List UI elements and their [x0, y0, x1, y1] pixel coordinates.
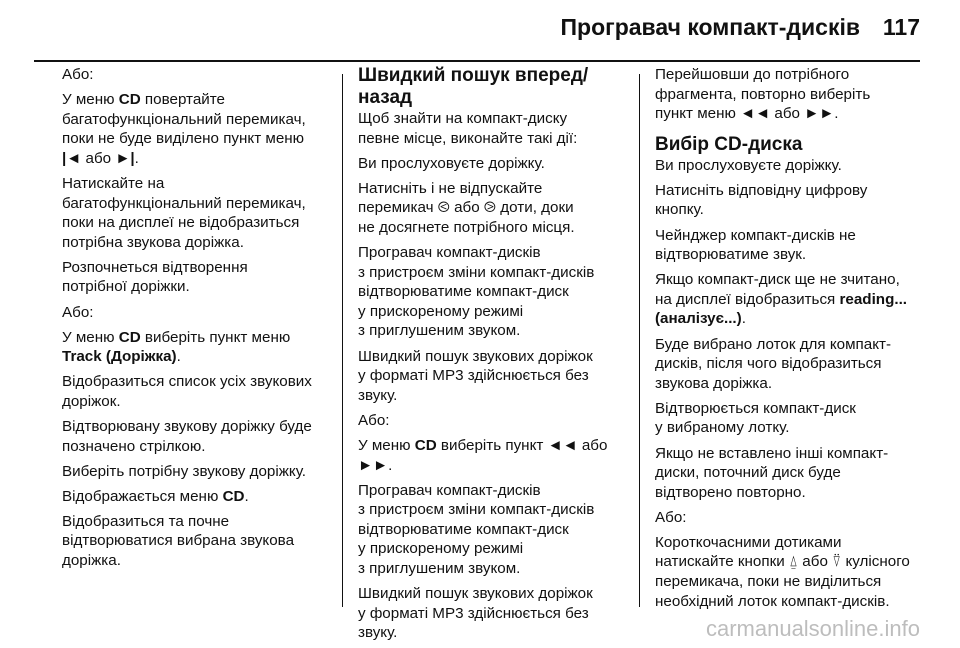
rewind-icon: ◄◄: [547, 436, 578, 454]
text: або: [798, 553, 833, 571]
menu-name: CD: [414, 436, 437, 454]
text: або: [770, 105, 805, 123]
text: .: [134, 149, 139, 167]
text: .: [741, 310, 746, 328]
section-heading: Швидкий пошук вперед/назад: [358, 65, 589, 108]
text: звуку.: [358, 386, 398, 404]
text: Відображається меню: [62, 487, 223, 505]
paragraph: [62, 303, 334, 323]
text: У меню: [358, 436, 415, 454]
text: певне місце, виконайте такі дії:: [358, 129, 578, 147]
text: з пристроєм зміни компакт-дисків: [358, 501, 595, 519]
text: кнопку.: [655, 201, 704, 219]
text: кулісного: [841, 553, 910, 571]
text: відтворено повторно.: [655, 483, 806, 501]
text: Відтворювану звукову доріжку буде: [62, 418, 312, 435]
section-heading: Вибір CD-диска: [655, 133, 803, 155]
text: У меню: [62, 328, 119, 346]
text: .: [176, 348, 181, 366]
text: Натискайте на: [62, 174, 165, 192]
text: дисків, після чого відобразиться: [655, 355, 882, 373]
column-divider-2: [639, 74, 640, 607]
text: Або:: [62, 66, 94, 83]
paragraph: [358, 481, 634, 579]
menu-name: CD: [118, 328, 141, 346]
text: Програвач компакт-дисків: [358, 481, 541, 499]
text: Короткочасними дотиками: [655, 533, 842, 551]
text: з приглушеним звуком.: [358, 322, 521, 340]
text: багатофункціональний перемикач,: [62, 110, 306, 128]
text: перемикач: [358, 199, 438, 217]
text: .: [388, 456, 393, 474]
text: У меню: [62, 91, 119, 109]
next-track-icon: ►|: [115, 149, 135, 167]
text: Ви прослуховуєте доріжку.: [655, 156, 842, 174]
text: Відтворюється компакт-диск: [655, 399, 856, 417]
fast-forward-icon: ►►: [358, 456, 389, 474]
text: доріжка.: [62, 552, 121, 570]
paragraph: [358, 179, 634, 238]
text: у форматі MP3 здійснюється без: [358, 367, 589, 385]
column-divider-1: [342, 74, 343, 607]
page-title: Програвач компакт-дисків: [560, 14, 860, 40]
previous-track-icon: |◄: [62, 149, 82, 167]
rewind-icon: ◄◄: [740, 105, 771, 123]
text: Або:: [62, 303, 94, 321]
text: Чейнджер компакт-дисків не: [655, 226, 856, 244]
text: відтворюватиме компакт-диск: [358, 520, 569, 538]
text: позначено стрілкою.: [62, 437, 206, 455]
text: не досягнете потрібного місця.: [358, 218, 575, 236]
text: або: [449, 199, 484, 217]
text: багатофункціональний перемикач,: [62, 194, 306, 212]
text: відтворюватиме компакт-диск: [358, 283, 569, 301]
paragraph: [358, 154, 634, 174]
paragraph: [655, 335, 927, 394]
text: диски, поточний диск буде: [655, 464, 841, 482]
paragraph: [358, 584, 634, 643]
text: звуку.: [358, 624, 398, 642]
paragraph: [655, 226, 927, 265]
text: з приглушеним звуком.: [358, 559, 521, 577]
menu-name: CD: [118, 91, 141, 109]
text: Розпочнеться відтворення: [62, 258, 248, 276]
text: у вибраному лотку.: [655, 419, 790, 437]
paragraph: [655, 65, 927, 124]
text: потрібна звукова доріжка.: [62, 233, 244, 251]
text: відтворюватися вибрана звукова: [62, 532, 295, 550]
text: Натисніть і не відпускайте: [358, 179, 543, 197]
paragraph: [655, 444, 927, 503]
text: поки не буде виділено пункт меню: [62, 130, 305, 148]
text: фрагмента, повторно виберіть: [655, 85, 871, 103]
text: доріжок.: [62, 392, 121, 410]
column-3: [655, 65, 927, 617]
watermark: carmanualsonline.info: [705, 616, 920, 641]
text: повертайте: [140, 91, 225, 109]
text: або: [81, 149, 116, 167]
text: Щоб знайти на компакт-диску: [358, 110, 568, 127]
text: або: [577, 436, 608, 454]
rocker-up-icon: ⍙: [788, 553, 799, 571]
text: у форматі MP3 здійснюється без: [358, 604, 589, 622]
paragraph: [655, 533, 927, 611]
text: на дисплеї відобразиться: [655, 290, 840, 308]
paragraph: [655, 399, 927, 438]
menu-name: CD: [222, 487, 245, 505]
paragraph: [62, 174, 334, 252]
text: потрібної доріжки.: [62, 278, 190, 296]
text: .: [244, 487, 249, 505]
page-number: 117: [882, 14, 920, 40]
text: виберіть пункт меню: [140, 328, 291, 346]
paragraph: [358, 411, 634, 431]
text: натискайте кнопки: [655, 553, 789, 571]
text: Програвач компакт-дисків: [358, 244, 541, 262]
text: Буде вибрано лоток для компакт-: [655, 335, 892, 353]
seek-right-icon: ⧁: [483, 199, 497, 217]
menu-item-name: Track (Доріжка): [62, 348, 177, 366]
column-1: [62, 65, 334, 576]
paragraph: [358, 347, 634, 406]
text: звукова доріжка.: [655, 374, 773, 392]
text: Натисніть відповідну цифрову: [655, 181, 868, 199]
text: перемикача, поки не виділиться: [655, 573, 882, 591]
text: відтворюватиме звук.: [655, 246, 807, 264]
column-2: [358, 65, 634, 648]
text: Швидкий пошук звукових доріжок: [358, 347, 593, 365]
paragraph: [655, 181, 927, 220]
text: доти, доки: [496, 199, 574, 217]
text: Відобразиться список усіх звукових: [62, 373, 312, 391]
paragraph: [358, 436, 634, 475]
text: необхідний лоток компакт-дисків.: [655, 592, 890, 610]
text: Або:: [655, 508, 687, 526]
paragraph: [62, 487, 334, 507]
paragraph: [62, 417, 334, 456]
text: пункт меню: [655, 105, 741, 123]
text: Відобразиться та почне: [62, 512, 230, 530]
fast-forward-icon: ►►: [804, 105, 835, 123]
text: Виберіть потрібну звукову доріжку.: [62, 462, 307, 480]
text: з пристроєм зміни компакт-дисків: [358, 263, 595, 281]
text: Ви прослуховуєте доріжку.: [358, 154, 545, 172]
text: у прискореному режимі: [358, 540, 524, 558]
paragraph: [62, 90, 334, 168]
paragraph: [655, 508, 927, 528]
display-message: (аналізує...): [655, 310, 742, 328]
text: у прискореному режимі: [358, 302, 524, 320]
paragraph: [358, 109, 634, 148]
text: виберіть пункт: [436, 436, 548, 454]
paragraph: [62, 65, 334, 85]
text: поки на дисплеї не відобразиться: [62, 214, 300, 232]
paragraph: [62, 328, 334, 367]
seek-left-icon: ⧀: [437, 199, 450, 217]
paragraph: [655, 270, 927, 329]
paragraph: [62, 462, 334, 482]
display-message: reading...: [839, 290, 908, 308]
header-divider: [34, 60, 920, 62]
text: Якщо не вставлено інші компакт-: [655, 444, 889, 462]
text: Якщо компакт-диск ще не зчитано,: [655, 271, 900, 289]
paragraph: [62, 258, 334, 297]
paragraph: [62, 372, 334, 411]
text: Перейшовши до потрібного: [655, 66, 850, 83]
text: Або:: [358, 411, 390, 429]
paragraph: [358, 243, 634, 341]
paragraph: [655, 156, 927, 176]
paragraph: [62, 512, 334, 571]
text: .: [834, 105, 839, 123]
text: Швидкий пошук звукових доріжок: [358, 585, 593, 603]
rocker-down-icon: ⍢: [832, 553, 842, 571]
